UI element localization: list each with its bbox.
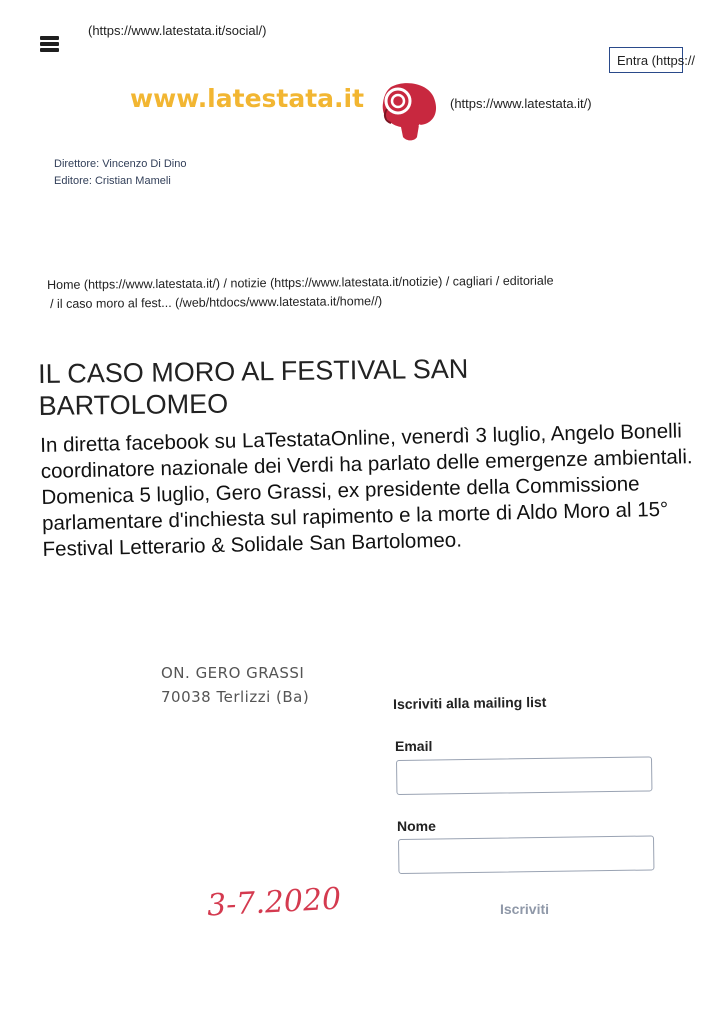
site-logo-text[interactable]: www.latestata.it [130, 84, 365, 113]
email-label: Email [395, 738, 433, 754]
subscribe-button[interactable]: Iscriviti [500, 901, 550, 917]
breadcrumb-current[interactable]: / il caso moro al fest... (/web/htdocs/www.latestata.it/home//) [50, 294, 383, 311]
director-credit: Direttore: Vincenzo Di Dino [54, 158, 187, 170]
home-link[interactable]: (https://www.latestata.it/) [450, 96, 592, 111]
menu-icon[interactable] [40, 36, 59, 52]
mailing-list-title: Iscriviti alla mailing list [393, 693, 547, 712]
login-button[interactable]: Entra (https:// [609, 47, 683, 73]
stamp-address: 70038 Terlizzi (Ba) [161, 688, 310, 706]
name-field[interactable] [398, 835, 654, 874]
social-link[interactable]: (https://www.latestata.it/social/) [88, 23, 267, 38]
article-lead: In diretta facebook su LaTestataOnline, venerdì 3 luglio, Angelo Bonelli coordinatore nazionale dei Verdi ha parlato delle emergenze ambientali. Domenica 5 luglio, Gero Grassi, ex presidente della Commissione parlamentare d'inchiesta sul rapimento e la morte di Aldo Moro al 15° Festival Letterario & Solidale San Bartolomeo. [40, 419, 693, 561]
stamp-name: ON. GERO GRASSI [161, 664, 305, 682]
page-title: IL CASO MORO AL FESTIVAL SAN BARTOLOMEO [38, 353, 469, 421]
breadcrumb[interactable]: Home (https://www.latestata.it/) / notizie (https://www.latestata.it/notizie) / cagliari / editoriale [47, 273, 554, 292]
editor-credit: Editore: Cristian Mameli [54, 175, 171, 187]
email-field[interactable] [396, 756, 652, 795]
ram-logo-icon[interactable] [379, 81, 439, 143]
name-label: Nome [397, 818, 436, 834]
handwritten-date: 3-7.2020 [206, 881, 343, 924]
